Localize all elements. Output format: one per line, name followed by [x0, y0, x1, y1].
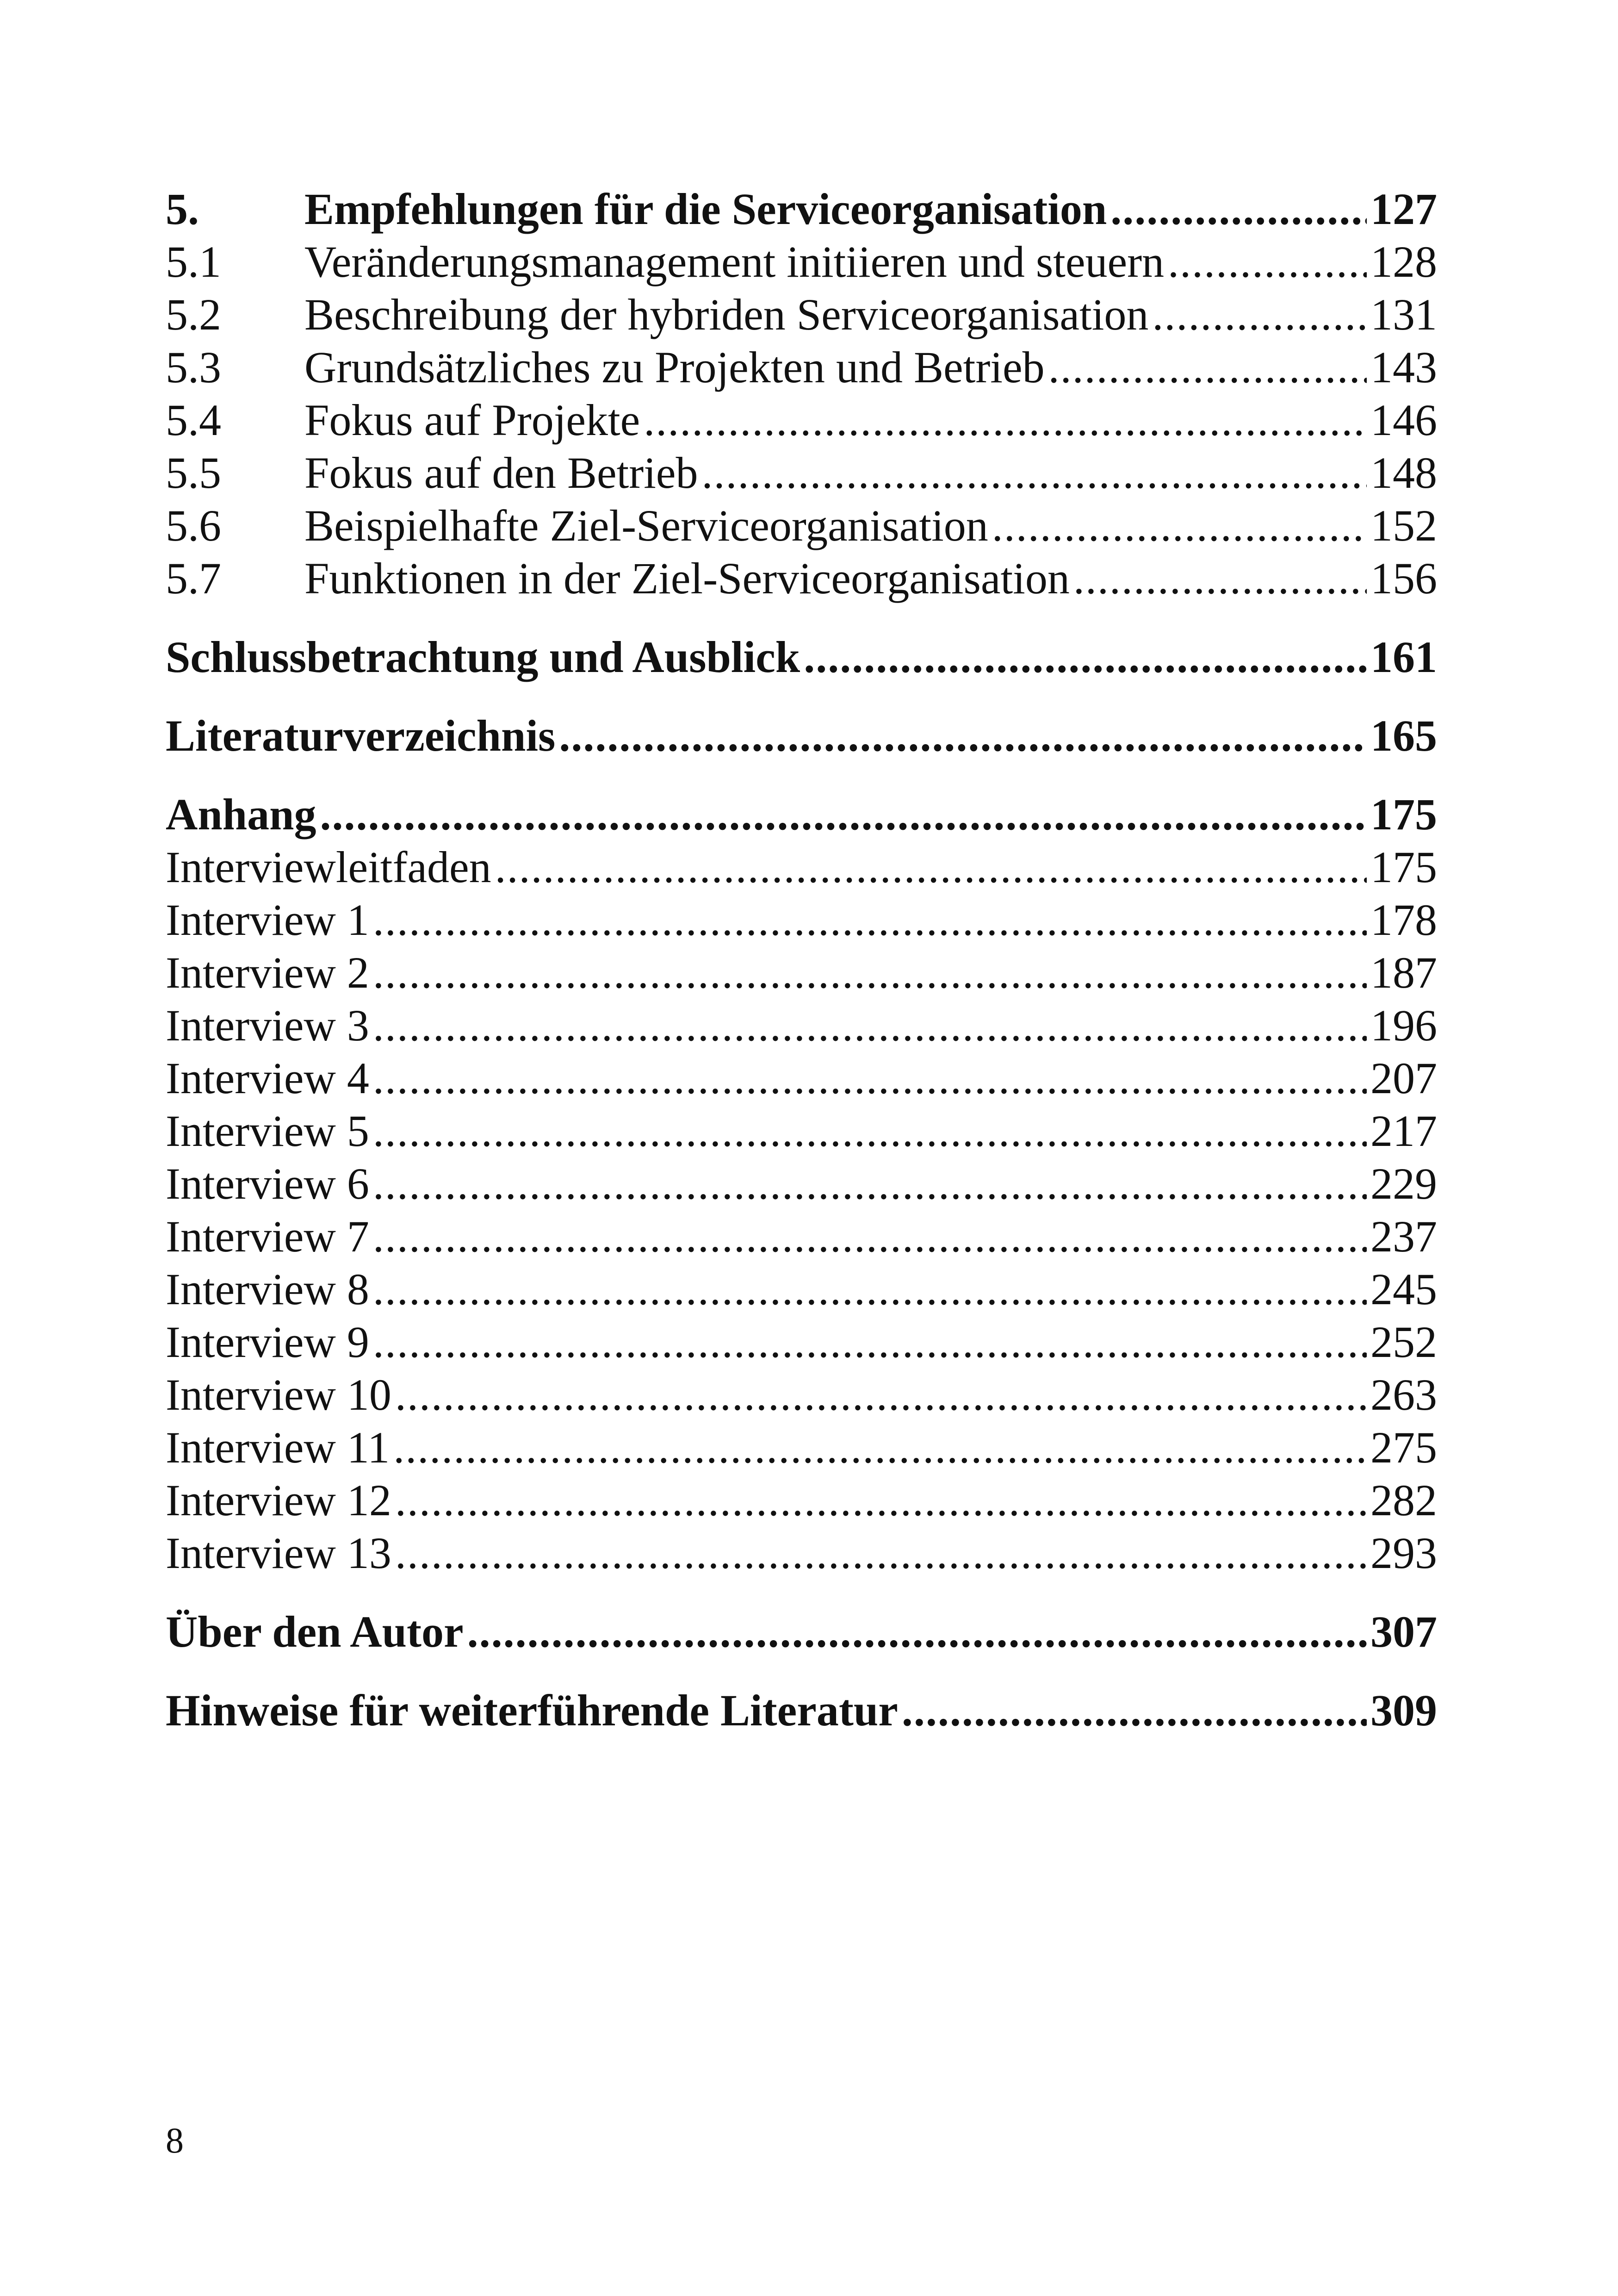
toc-entry-page: 175 — [1370, 842, 1437, 892]
dot-leader — [1073, 552, 1367, 605]
toc-entry-title: Interview 9 — [166, 1317, 369, 1367]
toc-entry-title: Interviewleitfaden — [166, 842, 491, 892]
toc-entry-title: Schlussbetrachtung und Ausblick — [166, 632, 800, 682]
toc-entry-anhang-item[interactable] — [166, 1527, 1437, 1580]
dot-leader — [393, 1421, 1367, 1474]
toc-entry-section[interactable] — [166, 341, 1437, 394]
toc-entry-title: Funktionen in der Ziel-Serviceorganisation — [304, 554, 1070, 603]
toc-entry-number: 5.5 — [166, 448, 221, 498]
toc-entry-hinweise[interactable] — [166, 1684, 1437, 1737]
toc-entry-number: 5. — [166, 184, 199, 234]
toc-entry-page: 146 — [1370, 395, 1437, 445]
toc-entry-page: 309 — [1370, 1686, 1437, 1735]
toc-entry-page: 175 — [1370, 790, 1437, 839]
toc-entry-title: Hinweise für weiterführende Literatur — [166, 1686, 898, 1735]
toc-entry-title: Interview 5 — [166, 1106, 369, 1156]
toc-entry-title: Interview 1 — [166, 895, 369, 945]
toc-entry-anhang[interactable] — [166, 788, 1437, 841]
toc-entry-page: 282 — [1370, 1475, 1437, 1525]
dot-leader — [702, 447, 1367, 499]
toc-entry-anhang-item[interactable] — [166, 1105, 1437, 1157]
dot-leader — [1152, 288, 1367, 341]
dot-leader — [1110, 183, 1367, 236]
toc-entry-title: Interview 3 — [166, 1001, 369, 1050]
dot-leader — [373, 894, 1367, 946]
toc-entry-anhang-item[interactable] — [166, 1369, 1437, 1421]
toc-entry-number: 5.6 — [166, 501, 221, 550]
toc-entry-title: Veränderungsmanagement initiieren und steuern — [304, 237, 1165, 286]
dot-leader — [373, 1157, 1367, 1210]
toc-entry-page: 245 — [1370, 1264, 1437, 1314]
toc-entry-literaturverzeichnis[interactable] — [166, 709, 1437, 762]
dot-leader — [395, 1369, 1367, 1421]
toc-entry-title: Fokus auf den Betrieb — [304, 448, 698, 498]
toc-entry-anhang-item[interactable] — [166, 999, 1437, 1052]
dot-leader — [373, 1263, 1367, 1316]
dot-leader — [373, 1105, 1367, 1157]
toc-entry-page: 131 — [1370, 290, 1437, 339]
toc-entry-number: 5.7 — [166, 554, 221, 603]
toc-entry-anhang-item[interactable] — [166, 946, 1437, 999]
page-number: 8 — [166, 2120, 184, 2160]
toc-entry-page: 252 — [1370, 1317, 1437, 1367]
toc-entry-anhang-item[interactable] — [166, 1316, 1437, 1369]
toc-entry-page: 293 — [1370, 1528, 1437, 1578]
dot-leader — [902, 1684, 1367, 1737]
toc-entry-page: 263 — [1370, 1370, 1437, 1419]
toc-entry-anhang-item[interactable] — [166, 1421, 1437, 1474]
toc-entry-anhang-item[interactable] — [166, 841, 1437, 894]
toc-entry-page: 307 — [1370, 1607, 1437, 1656]
dot-leader — [992, 499, 1367, 552]
dot-leader — [495, 841, 1367, 894]
toc-entry-title: Literaturverzeichnis — [166, 711, 556, 760]
toc-entry-number: 5.2 — [166, 290, 221, 339]
dot-leader — [559, 709, 1367, 762]
toc-entry-page: 143 — [1370, 342, 1437, 392]
toc-entry-page: 229 — [1370, 1159, 1437, 1208]
toc-entry-section[interactable] — [166, 394, 1437, 447]
toc-entry-page: 128 — [1370, 237, 1437, 286]
dot-leader — [373, 999, 1367, 1052]
dot-leader — [395, 1527, 1367, 1580]
toc-entry-number: 5.4 — [166, 395, 221, 445]
toc-entry-title: Interview 13 — [166, 1528, 391, 1578]
toc-entry-section[interactable] — [166, 552, 1437, 605]
toc-entry-page: 207 — [1370, 1053, 1437, 1103]
toc-entry-page: 148 — [1370, 448, 1437, 498]
toc-entry-title: Interview 2 — [166, 948, 369, 997]
dot-leader — [373, 1210, 1367, 1263]
table-of-contents — [166, 183, 1437, 1737]
dot-leader — [395, 1474, 1367, 1527]
dot-leader — [1048, 341, 1367, 394]
toc-entry-chapter-5[interactable] — [166, 183, 1437, 236]
toc-entry-title: Interview 11 — [166, 1423, 390, 1472]
toc-entry-section[interactable] — [166, 236, 1437, 288]
toc-entry-page: 152 — [1370, 501, 1437, 550]
dot-leader — [373, 1316, 1367, 1369]
toc-entry-title: Beispielhafte Ziel-Serviceorganisation — [304, 501, 988, 550]
toc-entry-anhang-item[interactable] — [166, 894, 1437, 946]
toc-entry-page: 237 — [1370, 1212, 1437, 1261]
toc-entry-title: Interview 10 — [166, 1370, 391, 1419]
dot-leader — [644, 394, 1367, 447]
toc-entry-anhang-item[interactable] — [166, 1157, 1437, 1210]
toc-entry-title: Interview 4 — [166, 1053, 369, 1103]
dot-leader — [1168, 236, 1367, 288]
toc-entry-page: 187 — [1370, 948, 1437, 997]
toc-entry-title: Über den Autor — [166, 1607, 464, 1656]
toc-entry-title: Beschreibung der hybriden Serviceorganisation — [304, 290, 1149, 339]
toc-entry-section[interactable] — [166, 447, 1437, 499]
toc-entry-title: Interview 12 — [166, 1475, 391, 1525]
dot-leader — [373, 946, 1367, 999]
dot-leader — [467, 1605, 1367, 1658]
toc-entry-page: 217 — [1370, 1106, 1437, 1156]
toc-entry-title: Interview 6 — [166, 1159, 369, 1208]
toc-entry-title: Fokus auf Projekte — [304, 395, 640, 445]
toc-entry-anhang-item[interactable] — [166, 1263, 1437, 1316]
toc-entry-page: 165 — [1370, 711, 1437, 760]
toc-entry-page: 161 — [1370, 632, 1437, 682]
toc-entry-section[interactable] — [166, 288, 1437, 341]
toc-entry-title: Interview 7 — [166, 1212, 369, 1261]
toc-entry-title: Grundsätzliches zu Projekten und Betrieb — [304, 342, 1045, 392]
toc-entry-page: 127 — [1370, 184, 1437, 234]
toc-entry-number: 5.3 — [166, 342, 221, 392]
toc-entry-page: 156 — [1370, 554, 1437, 603]
toc-entry-page: 196 — [1370, 1001, 1437, 1050]
toc-entry-page: 275 — [1370, 1423, 1437, 1472]
dot-leader — [320, 788, 1367, 841]
toc-entry-title: Empfehlungen für die Serviceorganisation — [304, 184, 1107, 234]
toc-entry-number: 5.1 — [166, 237, 221, 286]
toc-entry-anhang-item[interactable] — [166, 1052, 1437, 1105]
toc-entry-title: Anhang — [166, 790, 316, 839]
toc-entry-schlussbetrachtung[interactable] — [166, 631, 1437, 684]
toc-entry-ueber-den-autor[interactable] — [166, 1605, 1437, 1658]
toc-entry-anhang-item[interactable] — [166, 1210, 1437, 1263]
dot-leader — [373, 1052, 1367, 1105]
toc-entry-page: 178 — [1370, 895, 1437, 945]
toc-entry-title: Interview 8 — [166, 1264, 369, 1314]
dot-leader — [804, 631, 1367, 684]
toc-entry-anhang-item[interactable] — [166, 1474, 1437, 1527]
toc-entry-section[interactable] — [166, 499, 1437, 552]
